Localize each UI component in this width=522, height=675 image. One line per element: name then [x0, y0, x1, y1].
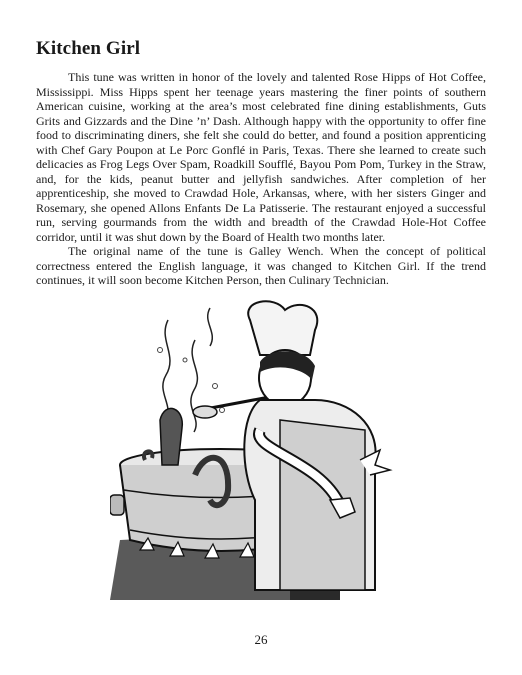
paragraph-1: This tune was written in honor of the lovely and talented Rose Hipps of Hot Coffee, Mississippi. Miss Hipps spent her teenage years mastering the finer points of southern American cuisine, working at the area’s most celebrated fine dining establishments, Guts Grits and Gizzards and the Dine ’n’ Dash. Although happy with the opportunity to offer fine food to discriminating diners, she felt she could do better, and found a position apprenticing with Chef Gary Poupon at Le Porc Gonflé in Paris, Texas. There she learned to create such delicacies as Frog Legs Over Spam, Roadkill Soufflé, Bayou Pom Pom, Turkey in the Straw, and, for the kids, peanut butter and jellyfish sandwiches. After completion of her apprenticeship, she moved to Crawdad Hole, Arkansas, where, with her sisters Ginger and Rosemary, she opened Allons Enfants De La Patisserie. The restaurant enjoyed a successful run, serving gourmands from the width and breadth of the Crawdad Hole-Hot Coffee corridor, until it was shut down by the Board of Health two months later.: [36, 70, 486, 244]
paragraph-2: The original name of the tune is Galley Wench. When the concept of political correctness entered the English language, it was changed to Kitchen Girl. If the trend continues, it will soon become Kitchen Person, then Culinary Technician.: [36, 244, 486, 287]
body-text: [36, 70, 486, 288]
page-number: 26: [254, 632, 268, 647]
page-title: Kitchen Girl: [36, 38, 141, 59]
chef-cooking-cauldron-icon: [110, 300, 430, 600]
